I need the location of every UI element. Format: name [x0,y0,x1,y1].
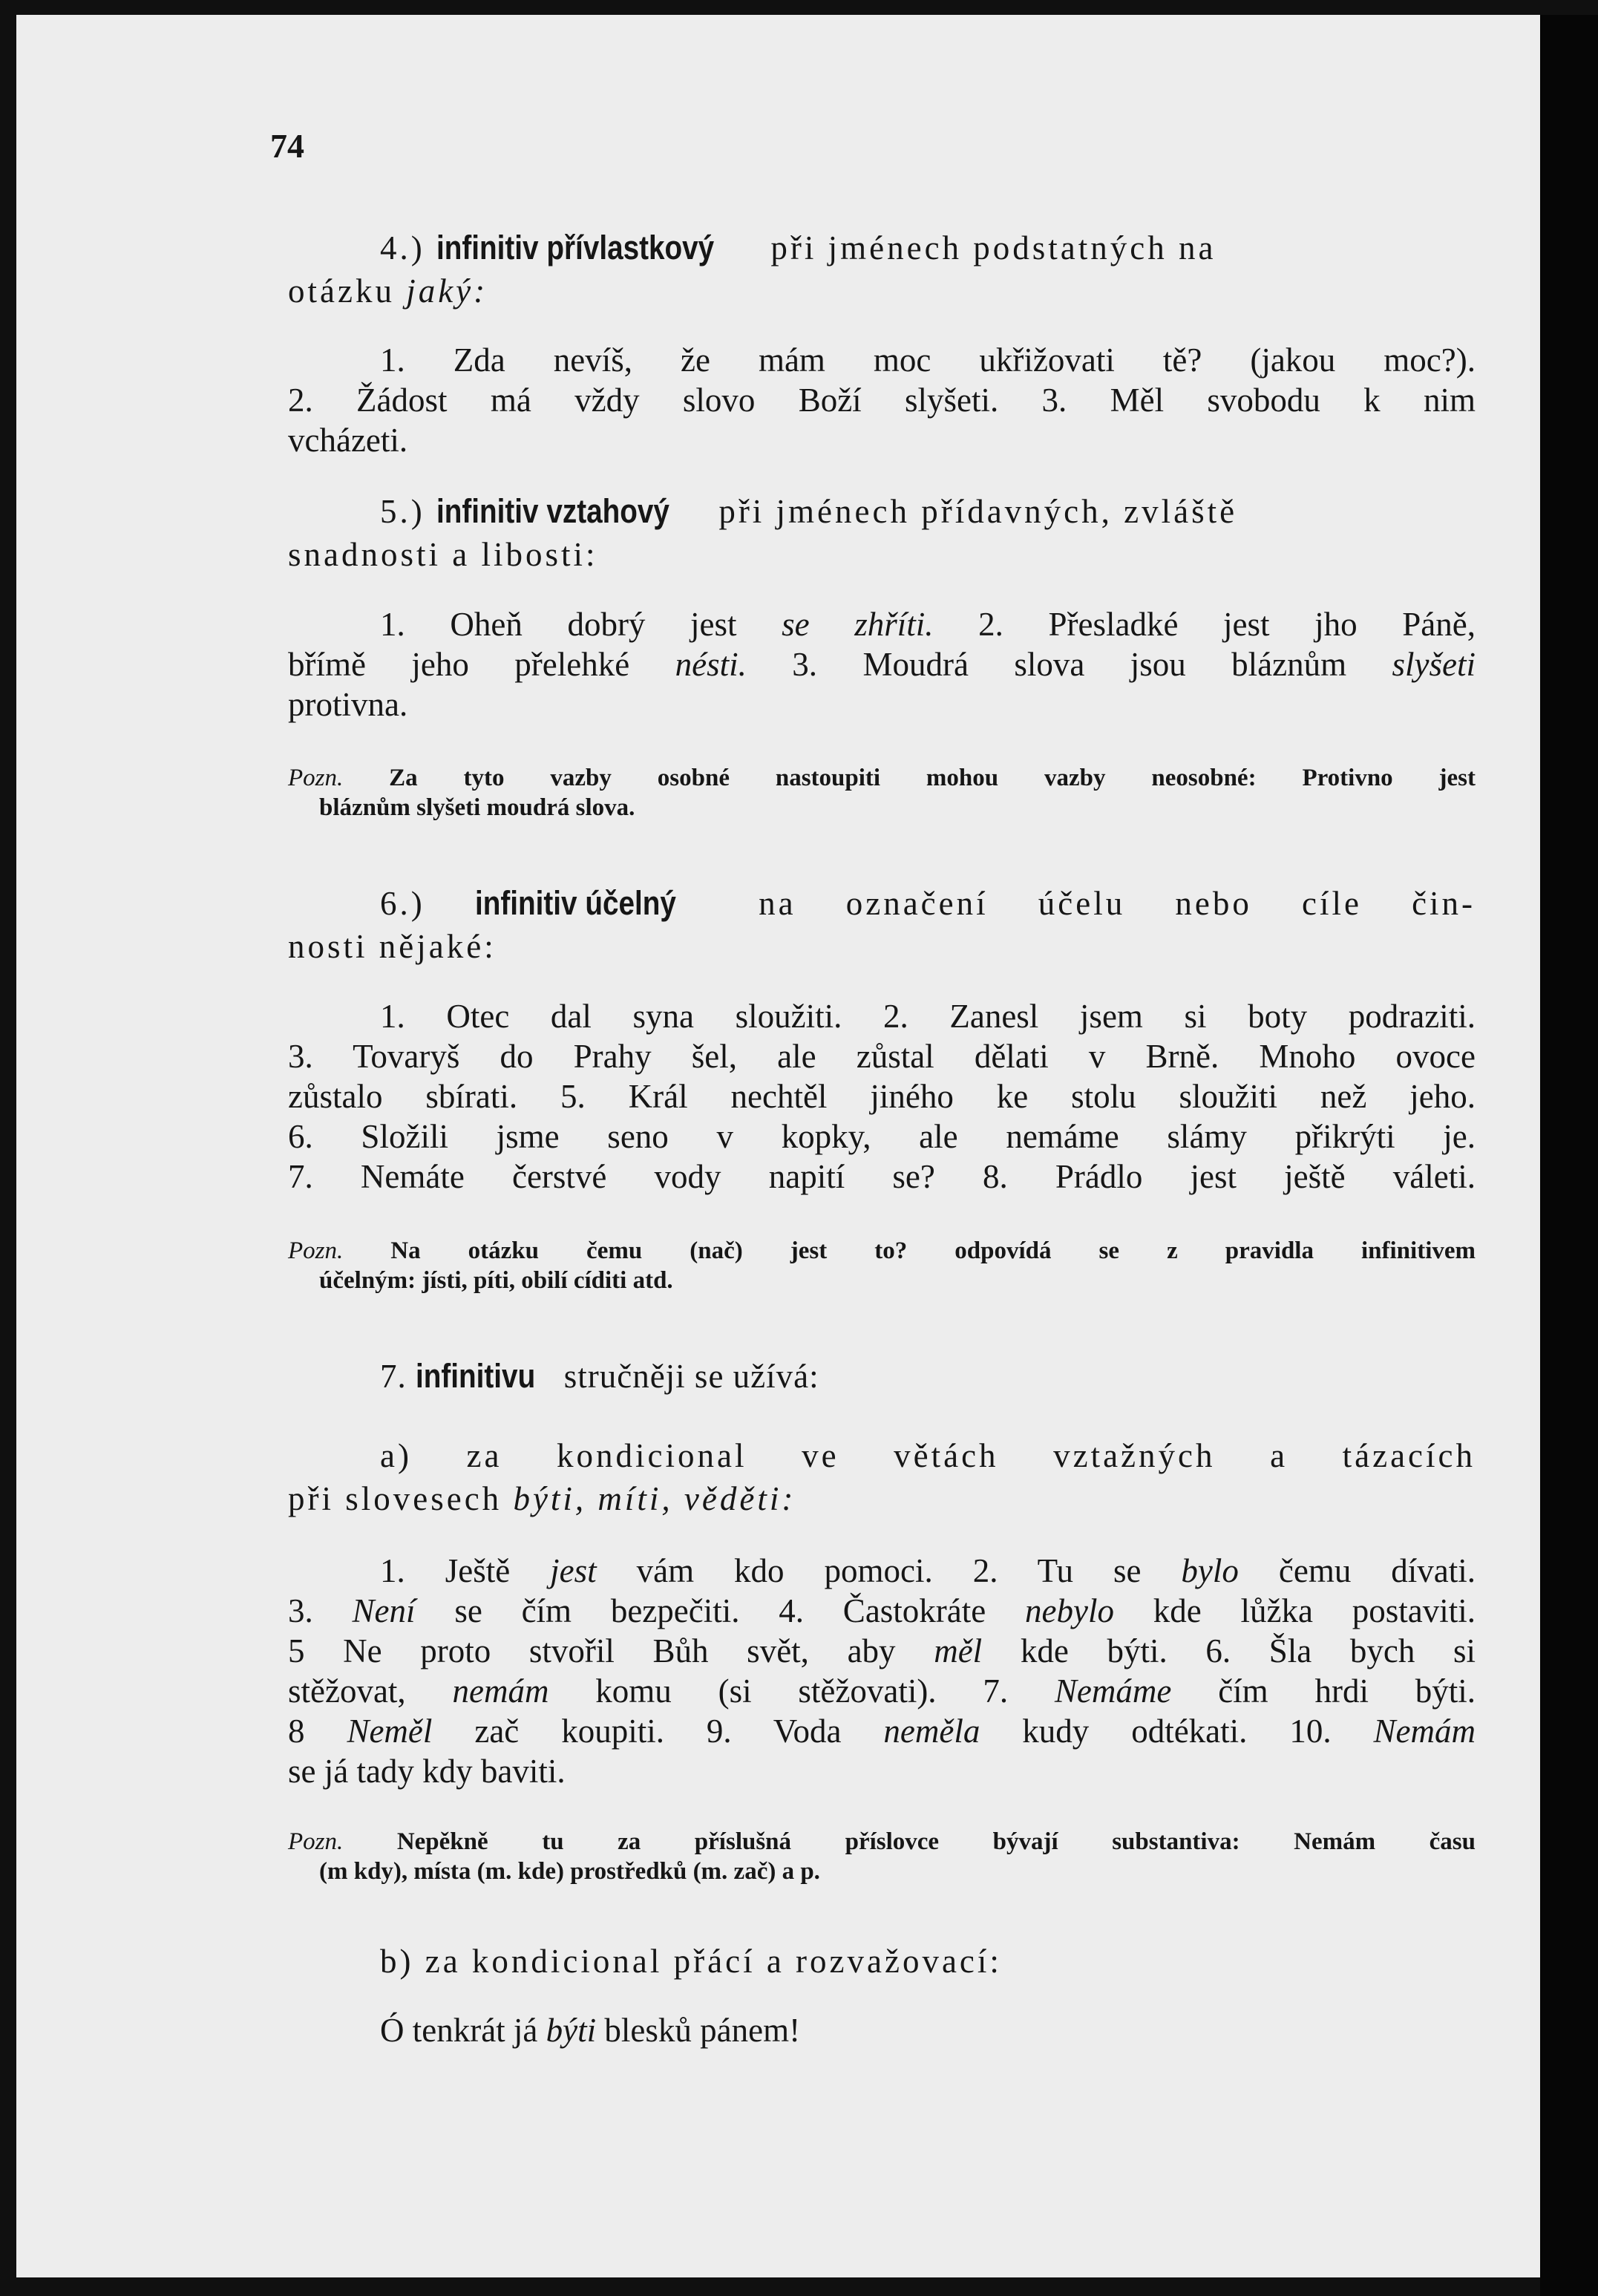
section-5-number: 5.) [380,493,425,530]
ex7-text: kudy odtékati. 10. [1022,1713,1332,1750]
ex7-text: čemu dívati. [1278,1552,1476,1589]
ex7-italic: nemám [452,1672,549,1710]
section-5-term: infinitiv vztahový [436,492,669,530]
ex5-text-1: 1. Oheň dobrý jest [380,606,737,643]
ex5-italic-2: nésti. [675,646,747,683]
note-7-label: Pozn. [288,1828,344,1855]
ex7b-text: Ó tenkrát já [380,2012,538,2049]
section-4-examples [288,340,1476,460]
ex7b-italic: býti [546,2012,597,2049]
note-7 [288,1827,1476,1886]
section-7a-line-2: při slovesech [288,1480,502,1517]
ex7-italic: neměla [883,1713,980,1750]
section-4-rest: při jménech podstatných na [770,229,1216,266]
ex7-text: stěžovat, [288,1672,406,1710]
section-4-rest2: otázku [288,272,395,310]
section-6-term: infinitiv účelný [474,884,676,922]
ex7-text: komu (si stěžovati). 7. [595,1672,1009,1710]
note-7-line-2: (m kdy), místa (m. kde) prostředků (m. zač) a p. [319,1858,820,1885]
section-7b-line-1: b) za kondicional přácí a rozvažovací: [380,1943,1002,1980]
ex4-line-2: 2. Žádost má vždy slovo Boží slyšeti. 3. Měl svobodu k nim [288,382,1476,419]
ex7-italic: Nemám [1373,1713,1476,1750]
section-7a-examples [288,1551,1476,1791]
section-6-heading [288,882,1476,968]
ex5-italic-1: se zhříti. [782,606,934,643]
ex7-text: 8 [288,1713,305,1750]
ex7-italic: jest [550,1552,597,1589]
section-7-number: 7. [380,1358,407,1395]
section-7a-verbs: býti, míti, věděti: [513,1480,796,1517]
section-6-rest: na označení účelu nebo cíle čin- [759,885,1476,922]
ex7-italic: nebylo [1025,1592,1114,1629]
ex7-text: kde lůžka postaviti. [1153,1592,1476,1629]
ex7-text: 5 Ne proto stvořil Bůh svět, aby [288,1632,896,1669]
section-7-heading [288,1355,1476,1398]
ex5-text-2: 2. Přesladké jest jho Páně, [978,606,1476,643]
section-4-term: infinitiv přívlastkový [436,229,715,266]
section-6-rest2: nosti nějaké: [288,928,497,965]
section-7a-heading [288,1434,1476,1520]
ex4-line-1: 1. Zda nevíš, že mám moc ukřižovati tě? (jakou moc?). [380,341,1476,379]
note-5-label: Pozn. [288,765,344,791]
note-6-line-1: Na otázku čemu (nač) jest to? odpovídá se z pravidla infinitivem [390,1237,1476,1264]
ex7-text: čím hrdi býti. [1218,1672,1476,1710]
section-7a-line-1: a) za kondicional ve větách vztažných a tázacích [380,1437,1476,1474]
note-6 [288,1236,1476,1295]
note-7-line-1: Nepěkně tu za příslušná příslovce bývají substantiva: Nemám času [396,1828,1476,1855]
ex7-text: 3. [288,1592,313,1629]
ex5-text-3: břímě jeho přelehké [288,646,630,683]
ex7-line-6: se já tady kdy baviti. [288,1753,566,1790]
section-5-rest2: snadnosti a libosti: [288,536,598,573]
section-6-number: 6.) [380,885,425,922]
ex5-text-5: protivna. [288,686,408,723]
ex6-line-3: zůstalo sbírati. 5. Král nechtěl jiného ke stolu sloužiti než jeho. [288,1078,1476,1115]
ex7-text: vám kdo pomoci. 2. Tu se [636,1552,1142,1589]
book-page [16,15,1540,2277]
ex7-text: kde býti. 6. Šla bych si [1020,1632,1476,1669]
note-6-label: Pozn. [288,1237,344,1264]
ex6-line-2: 3. Tovaryš do Prahy šel, ale zůstal dělati v Brně. Mnoho ovoce [288,1038,1476,1075]
ex4-line-3: vcházeti. [288,422,408,459]
section-7-term: infinitivu [416,1357,536,1395]
section-5-examples [288,604,1476,725]
ex7-italic: Nemáme [1054,1672,1172,1710]
section-4-question: jaký: [406,272,488,310]
ex7-text: zač koupiti. 9. Voda [474,1713,842,1750]
ex5-italic-3: slyšeti [1392,646,1476,683]
page-edge-shadow [1540,15,1598,2296]
section-7-rest: stručněji se užívá: [563,1358,819,1395]
note-5-line-2: bláznům slyšeti moudrá slova. [319,794,635,821]
note-5 [288,763,1476,822]
note-6-line-2: účelným: jísti, píti, obilí cíditi atd. [319,1267,673,1294]
ex7-italic: Není [352,1592,416,1629]
section-5-rest: při jménech přídavných, zvláště [718,493,1238,530]
ex6-line-4: 6. Složili jsme seno v kopky, ale nemáme slámy přikrýti je. [288,1118,1476,1155]
section-7b-example [288,2010,1476,2050]
note-5-line-1: Za tyto vazby osobné nastoupiti mohou vazby neosobné: Protivno jest [389,765,1476,791]
section-5-heading [288,490,1476,576]
ex5-text-4: 3. Moudrá slova jsou bláznům [792,646,1347,683]
page-number: 74 [270,127,304,165]
ex7-italic: bylo [1181,1552,1239,1589]
ex7-italic: Neměl [347,1713,433,1750]
ex6-line-5: 7. Nemáte čerstvé vody napití se? 8. Prádlo jest ještě váleti. [288,1158,1476,1195]
ex7b-text: blesků pánem! [604,2012,801,2049]
section-6-examples [288,996,1476,1197]
ex6-line-1: 1. Otec dal syna sloužiti. 2. Zanesl jsem si boty podraziti. [380,998,1476,1035]
ex7-italic: měl [934,1632,983,1669]
ex7-text: se čím bezpečiti. 4. Častokráte [454,1592,986,1629]
section-7b-heading [288,1940,1476,1983]
section-4-number: 4.) [380,229,425,266]
section-4-heading [288,226,1476,313]
ex7-text: 1. Ještě [380,1552,511,1589]
